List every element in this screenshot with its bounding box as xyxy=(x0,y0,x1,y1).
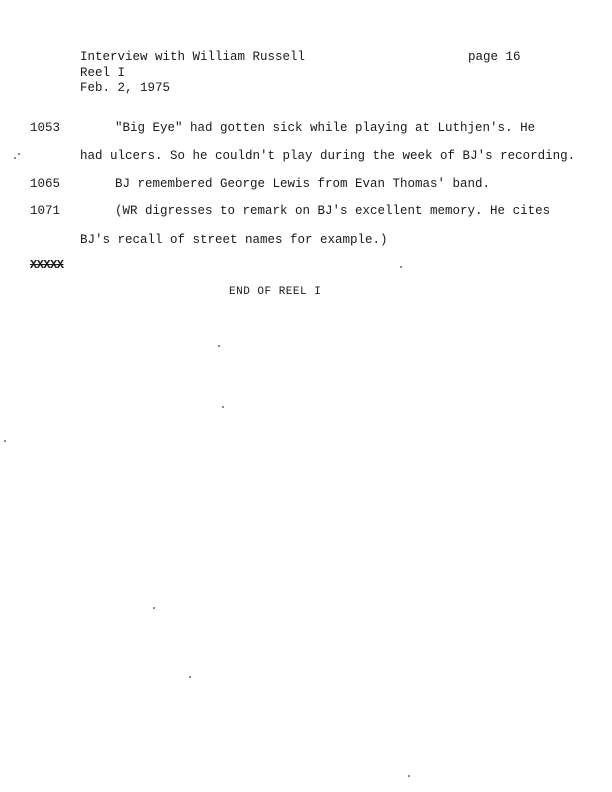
entry-text-line: BJ's recall of street names for example.) xyxy=(80,233,388,247)
document-title: Interview with William Russell xyxy=(80,50,306,64)
entry-text-line: had ulcers. So he couldn't play during the week of BJ's recording. xyxy=(80,149,576,163)
entry-text-line: BJ remembered George Lewis from Evan Thomas' band. xyxy=(115,177,491,191)
page-number: page 16 xyxy=(468,50,521,64)
scan-speck xyxy=(18,153,20,155)
reel-label: Reel I xyxy=(80,66,126,80)
struck-out-mark: XXXXX xyxy=(30,258,64,272)
scan-speck xyxy=(14,157,16,159)
scan-speck xyxy=(4,440,6,442)
entry-number: 1065 xyxy=(30,177,61,191)
end-of-reel-label: END OF REEL I xyxy=(229,286,322,298)
entry-number: 1053 xyxy=(30,121,61,135)
entry-number: 1071 xyxy=(30,204,61,218)
scan-speck xyxy=(218,345,220,347)
scan-speck xyxy=(153,607,155,609)
scan-speck xyxy=(222,406,224,408)
entry-text-line: (WR digresses to remark on BJ's excellent memory. He cites xyxy=(115,204,551,218)
scan-speck xyxy=(400,266,402,268)
entry-text-line: "Big Eye" had gotten sick while playing at Luthjen's. He xyxy=(115,121,536,135)
scan-speck xyxy=(408,775,410,777)
scan-speck xyxy=(189,676,191,678)
interview-date: Feb. 2, 1975 xyxy=(80,81,171,95)
